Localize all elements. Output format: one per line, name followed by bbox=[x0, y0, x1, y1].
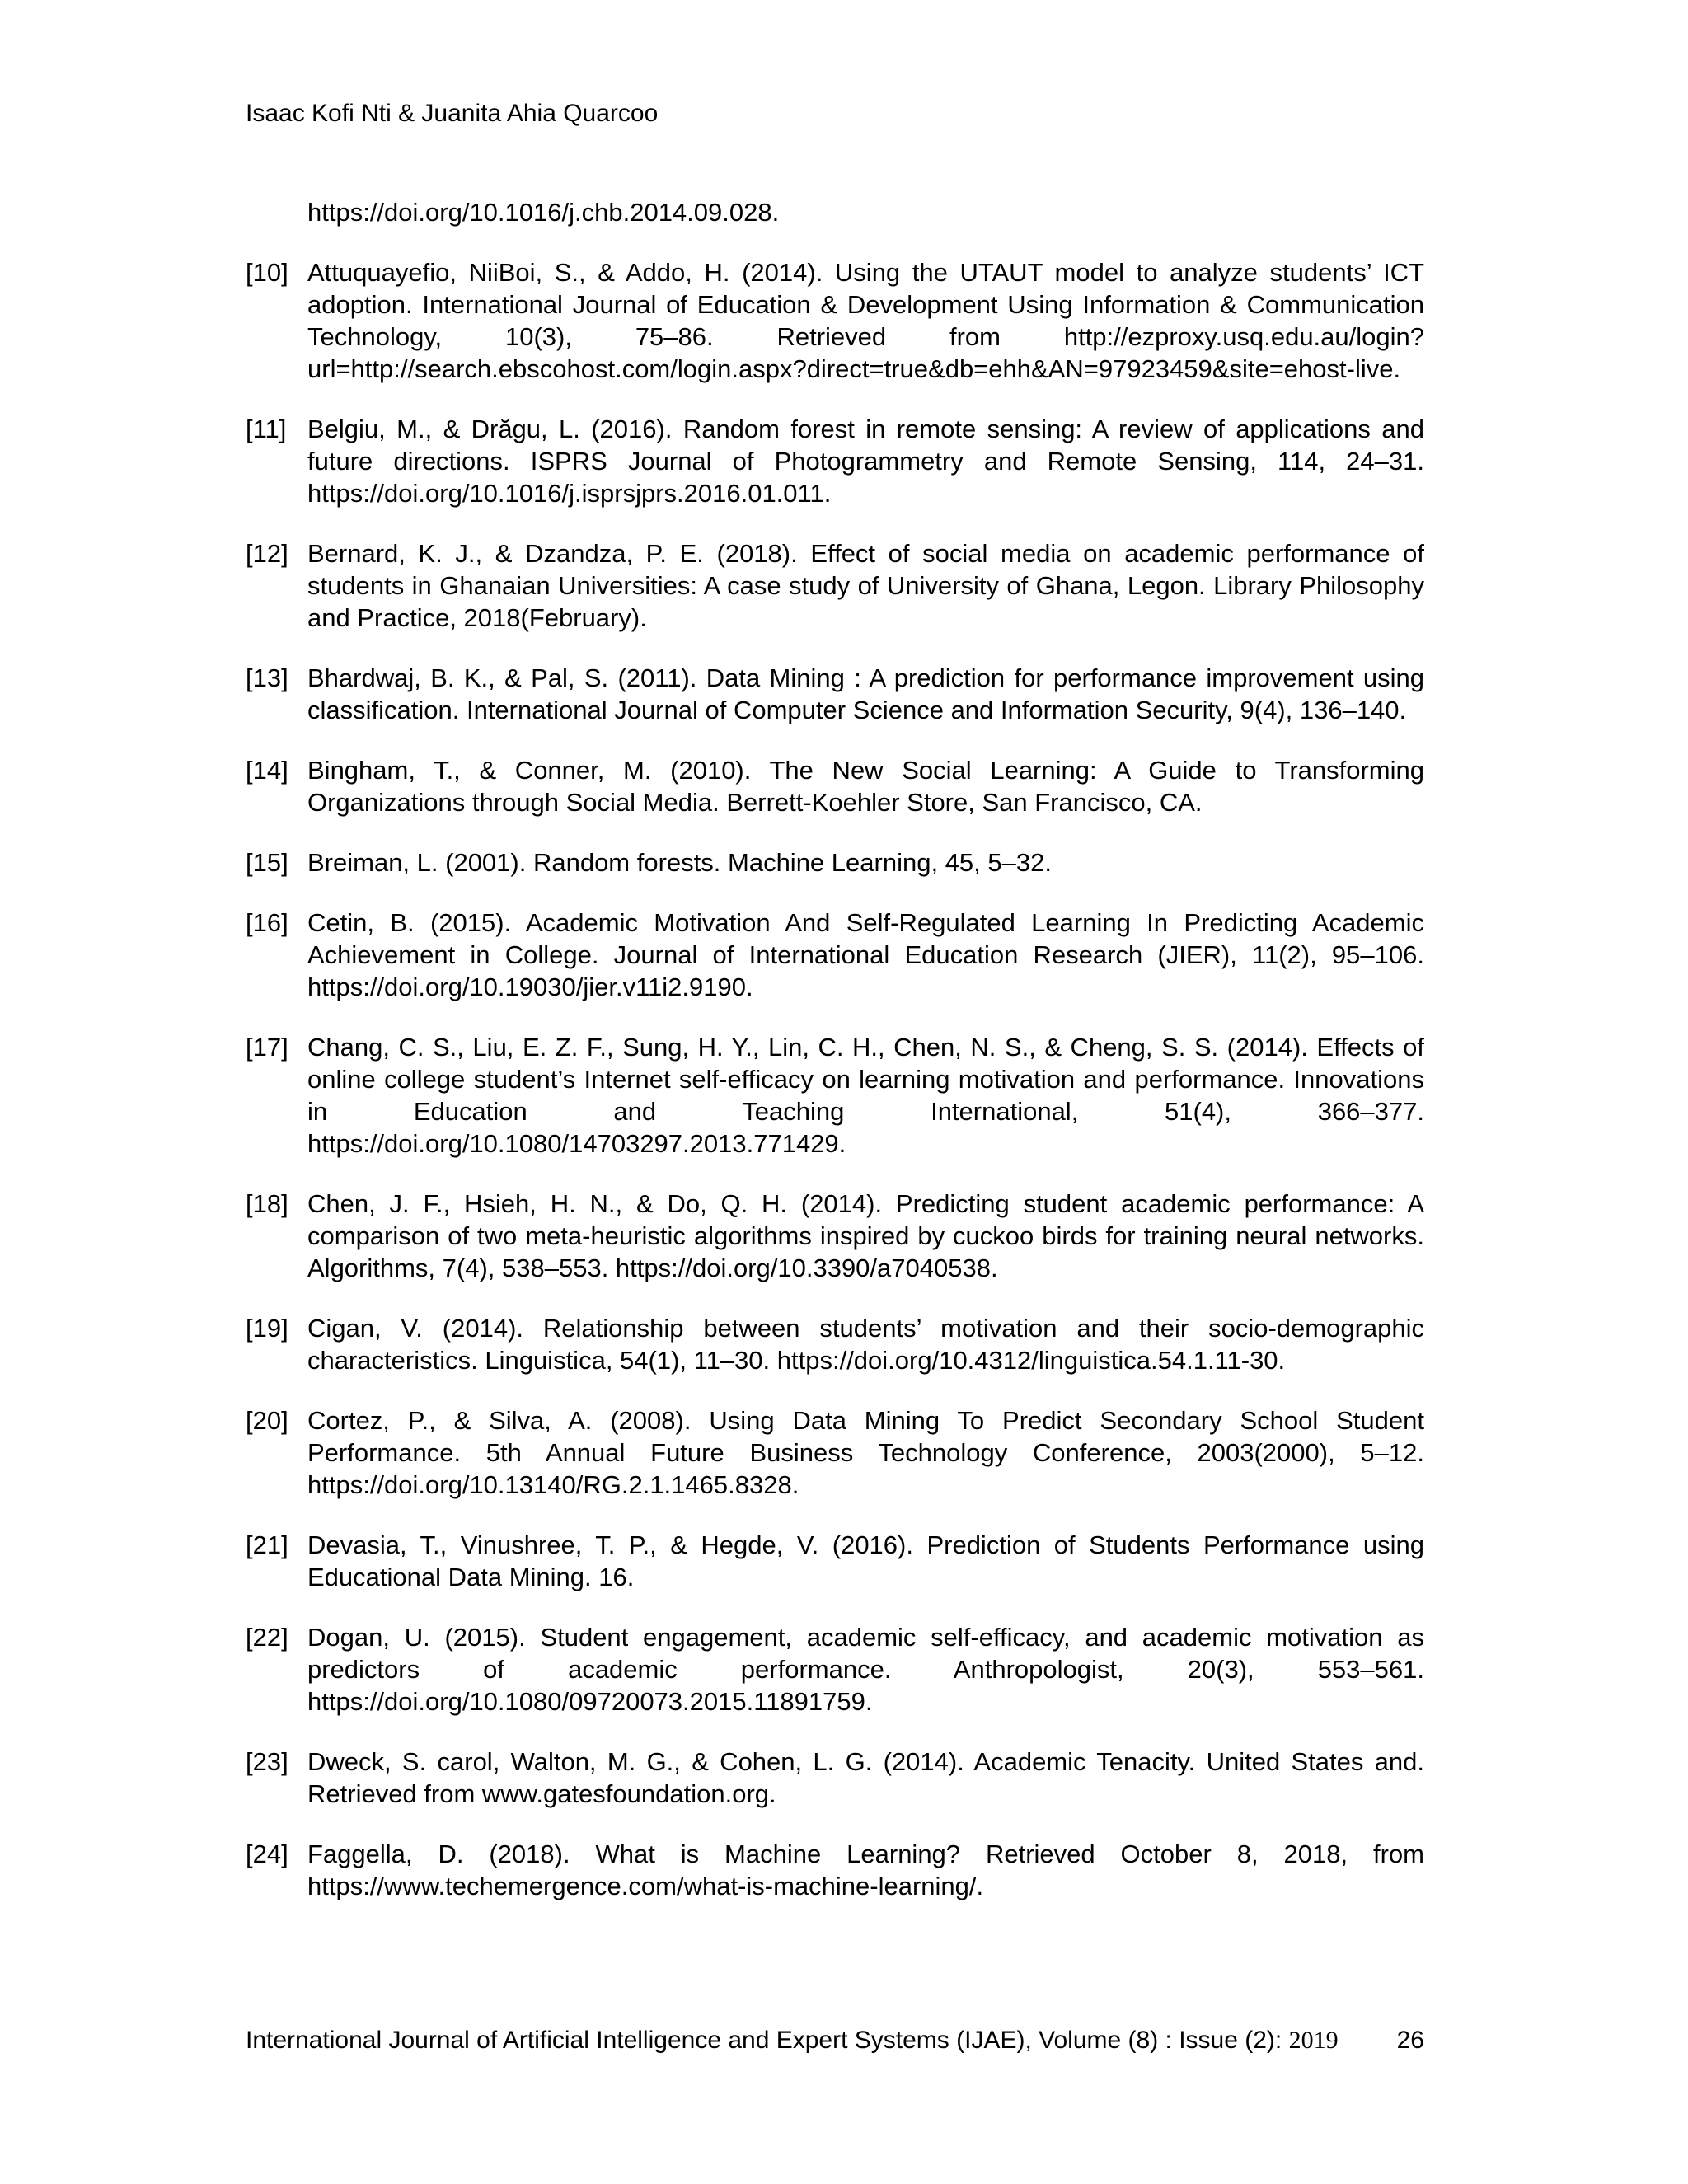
reference-number: [15] bbox=[246, 848, 288, 877]
footer-journal-citation bbox=[246, 2024, 1339, 2057]
reference-item bbox=[246, 662, 1424, 726]
reference-number: [19] bbox=[246, 1314, 288, 1343]
reference-number: [20] bbox=[246, 1406, 288, 1435]
reference-number: [10] bbox=[246, 258, 288, 287]
reference-item bbox=[246, 1312, 1424, 1376]
reference-number: [23] bbox=[246, 1747, 288, 1776]
reference-text: Attuquayefio, NiiBoi, S., & Addo, H. (2014). Using the UTAUT model to analyze students’ ICT adoption. International Journal of Education & Development Using Information & Communication Technology, 10(3), 75–86. Retrieved from http://ezproxy.usq.edu.au/login?url=http://search.ebscohost.com/login.aspx?direct=true&db=ehh&AN=97923459&site=ehost-live. bbox=[307, 258, 1424, 383]
reference-item bbox=[246, 846, 1424, 879]
reference-number: [13] bbox=[246, 663, 288, 692]
reference-item bbox=[246, 907, 1424, 1003]
reference-item bbox=[246, 1746, 1424, 1810]
reference-number: [24] bbox=[246, 1840, 288, 1868]
reference-item bbox=[246, 1404, 1424, 1501]
reference-number: [18] bbox=[246, 1189, 288, 1218]
reference-item bbox=[246, 537, 1424, 634]
reference-text: Bernard, K. J., & Dzandza, P. E. (2018). Effect of social media on academic performance of students in Ghanaian Universities: A case study of University of Ghana, Legon. Library Philosophy and Practice, 2018(February). bbox=[307, 539, 1424, 632]
reference-text: Chang, C. S., Liu, E. Z. F., Sung, H. Y., Lin, C. H., Chen, N. S., & Cheng, S. S. (2014). Effects of online college student’s Internet self-efficacy on learning motivation and performance. Innovations in Education and Teaching International, 51(4), 366–377. https://doi.org/10.1080/14703297.2013.771429. bbox=[307, 1033, 1424, 1158]
reference-number: [21] bbox=[246, 1530, 288, 1559]
reference-text: Devasia, T., Vinushree, T. P., & Hegde, V. (2016). Prediction of Students Performance using Educational Data Mining. 16. bbox=[307, 1530, 1424, 1591]
reference-text: Cetin, B. (2015). Academic Motivation And Self-Regulated Learning In Predicting Academic Achievement in College. Journal of International Education Research (JIER), 11(2), 95–106. https://doi.org/10.19030/jier.v11i2.9190. bbox=[307, 908, 1424, 1001]
reference-item bbox=[246, 1838, 1424, 1902]
reference-text: Cigan, V. (2014). Relationship between students’ motivation and their socio-demographic characteristics. Linguistica, 54(1), 11–30. https://doi.org/10.4312/linguistica.54.1.11-30. bbox=[307, 1314, 1424, 1375]
reference-text: Faggella, D. (2018). What is Machine Learning? Retrieved October 8, 2018, from https://www.techemergence.com/what-is-machine-learning/. bbox=[307, 1840, 1424, 1900]
reference-number: [16] bbox=[246, 908, 288, 937]
reference-number: [14] bbox=[246, 756, 288, 785]
reference-number: [17] bbox=[246, 1033, 288, 1062]
reference-text: Breiman, L. (2001). Random forests. Machine Learning, 45, 5–32. bbox=[307, 848, 1052, 877]
reference-text: Bhardwaj, B. K., & Pal, S. (2011). Data Mining : A prediction for performance improvement using classification. International Journal of Computer Science and Information Security, 9(4), 136–140. bbox=[307, 663, 1424, 724]
reference-text: Dogan, U. (2015). Student engagement, academic self-efficacy, and academic motivation as predictors of academic performance. Anthropologist, 20(3), 553–561. https://doi.org/10.1080/09720073.2015.11891759. bbox=[307, 1623, 1424, 1716]
reference-item bbox=[246, 1188, 1424, 1284]
reference-item bbox=[246, 754, 1424, 818]
reference-text: Bingham, T., & Conner, M. (2010). The New Social Learning: A Guide to Transforming Organizations through Social Media. Berrett-Koehler Store, San Francisco, CA. bbox=[307, 756, 1424, 817]
reference-number: [11] bbox=[246, 415, 287, 443]
page-number: 26 bbox=[1396, 2027, 1424, 2054]
reference-item bbox=[246, 1529, 1424, 1593]
reference-text: Belgiu, M., & Drăgu, L. (2016). Random forest in remote sensing: A review of applications and future directions. ISPRS Journal of Photogrammetry and Remote Sensing, 114, 24–31. https://doi.org/10.1016/j.isprsjprs.2016.01.011. bbox=[307, 415, 1424, 508]
reference-number: [22] bbox=[246, 1623, 288, 1652]
footer-journal-name: International Journal of Artificial Intelligence and Expert Systems (IJAE), Volume (8) : Issue (2): bbox=[246, 2027, 1289, 2054]
footer-year: 2019 bbox=[1288, 2027, 1339, 2054]
reference-text: Chen, J. F., Hsieh, H. N., & Do, Q. H. (2014). Predicting student academic performance: A comparison of two meta-heuristic algorithms inspired by cuckoo birds for training neural networks. Algorithms, 7(4), 538–553. https://doi.org/10.3390/a7040538. bbox=[307, 1189, 1424, 1282]
reference-text: Dweck, S. carol, Walton, M. G., & Cohen, L. G. (2014). Academic Tenacity. United States and. Retrieved from www.gatesfoundation.org. bbox=[307, 1747, 1424, 1808]
reference-continuation: https://doi.org/10.1016/j.chb.2014.09.028. bbox=[307, 198, 780, 227]
reference-item bbox=[246, 256, 1424, 385]
running-head: Isaac Kofi Nti & Juanita Ahia Quarcoo bbox=[246, 100, 659, 127]
reference-text: Cortez, P., & Silva, A. (2008). Using Data Mining To Predict Secondary School Student Performance. 5th Annual Future Business Technology Conference, 2003(2000), 5–12. https://doi.org/10.13140/RG.2.1.1465.8328. bbox=[307, 1406, 1424, 1499]
reference-number: [12] bbox=[246, 539, 288, 568]
reference-list bbox=[246, 196, 1424, 1930]
reference-item bbox=[246, 413, 1424, 509]
reference-item bbox=[246, 1031, 1424, 1160]
reference-item bbox=[246, 1621, 1424, 1718]
